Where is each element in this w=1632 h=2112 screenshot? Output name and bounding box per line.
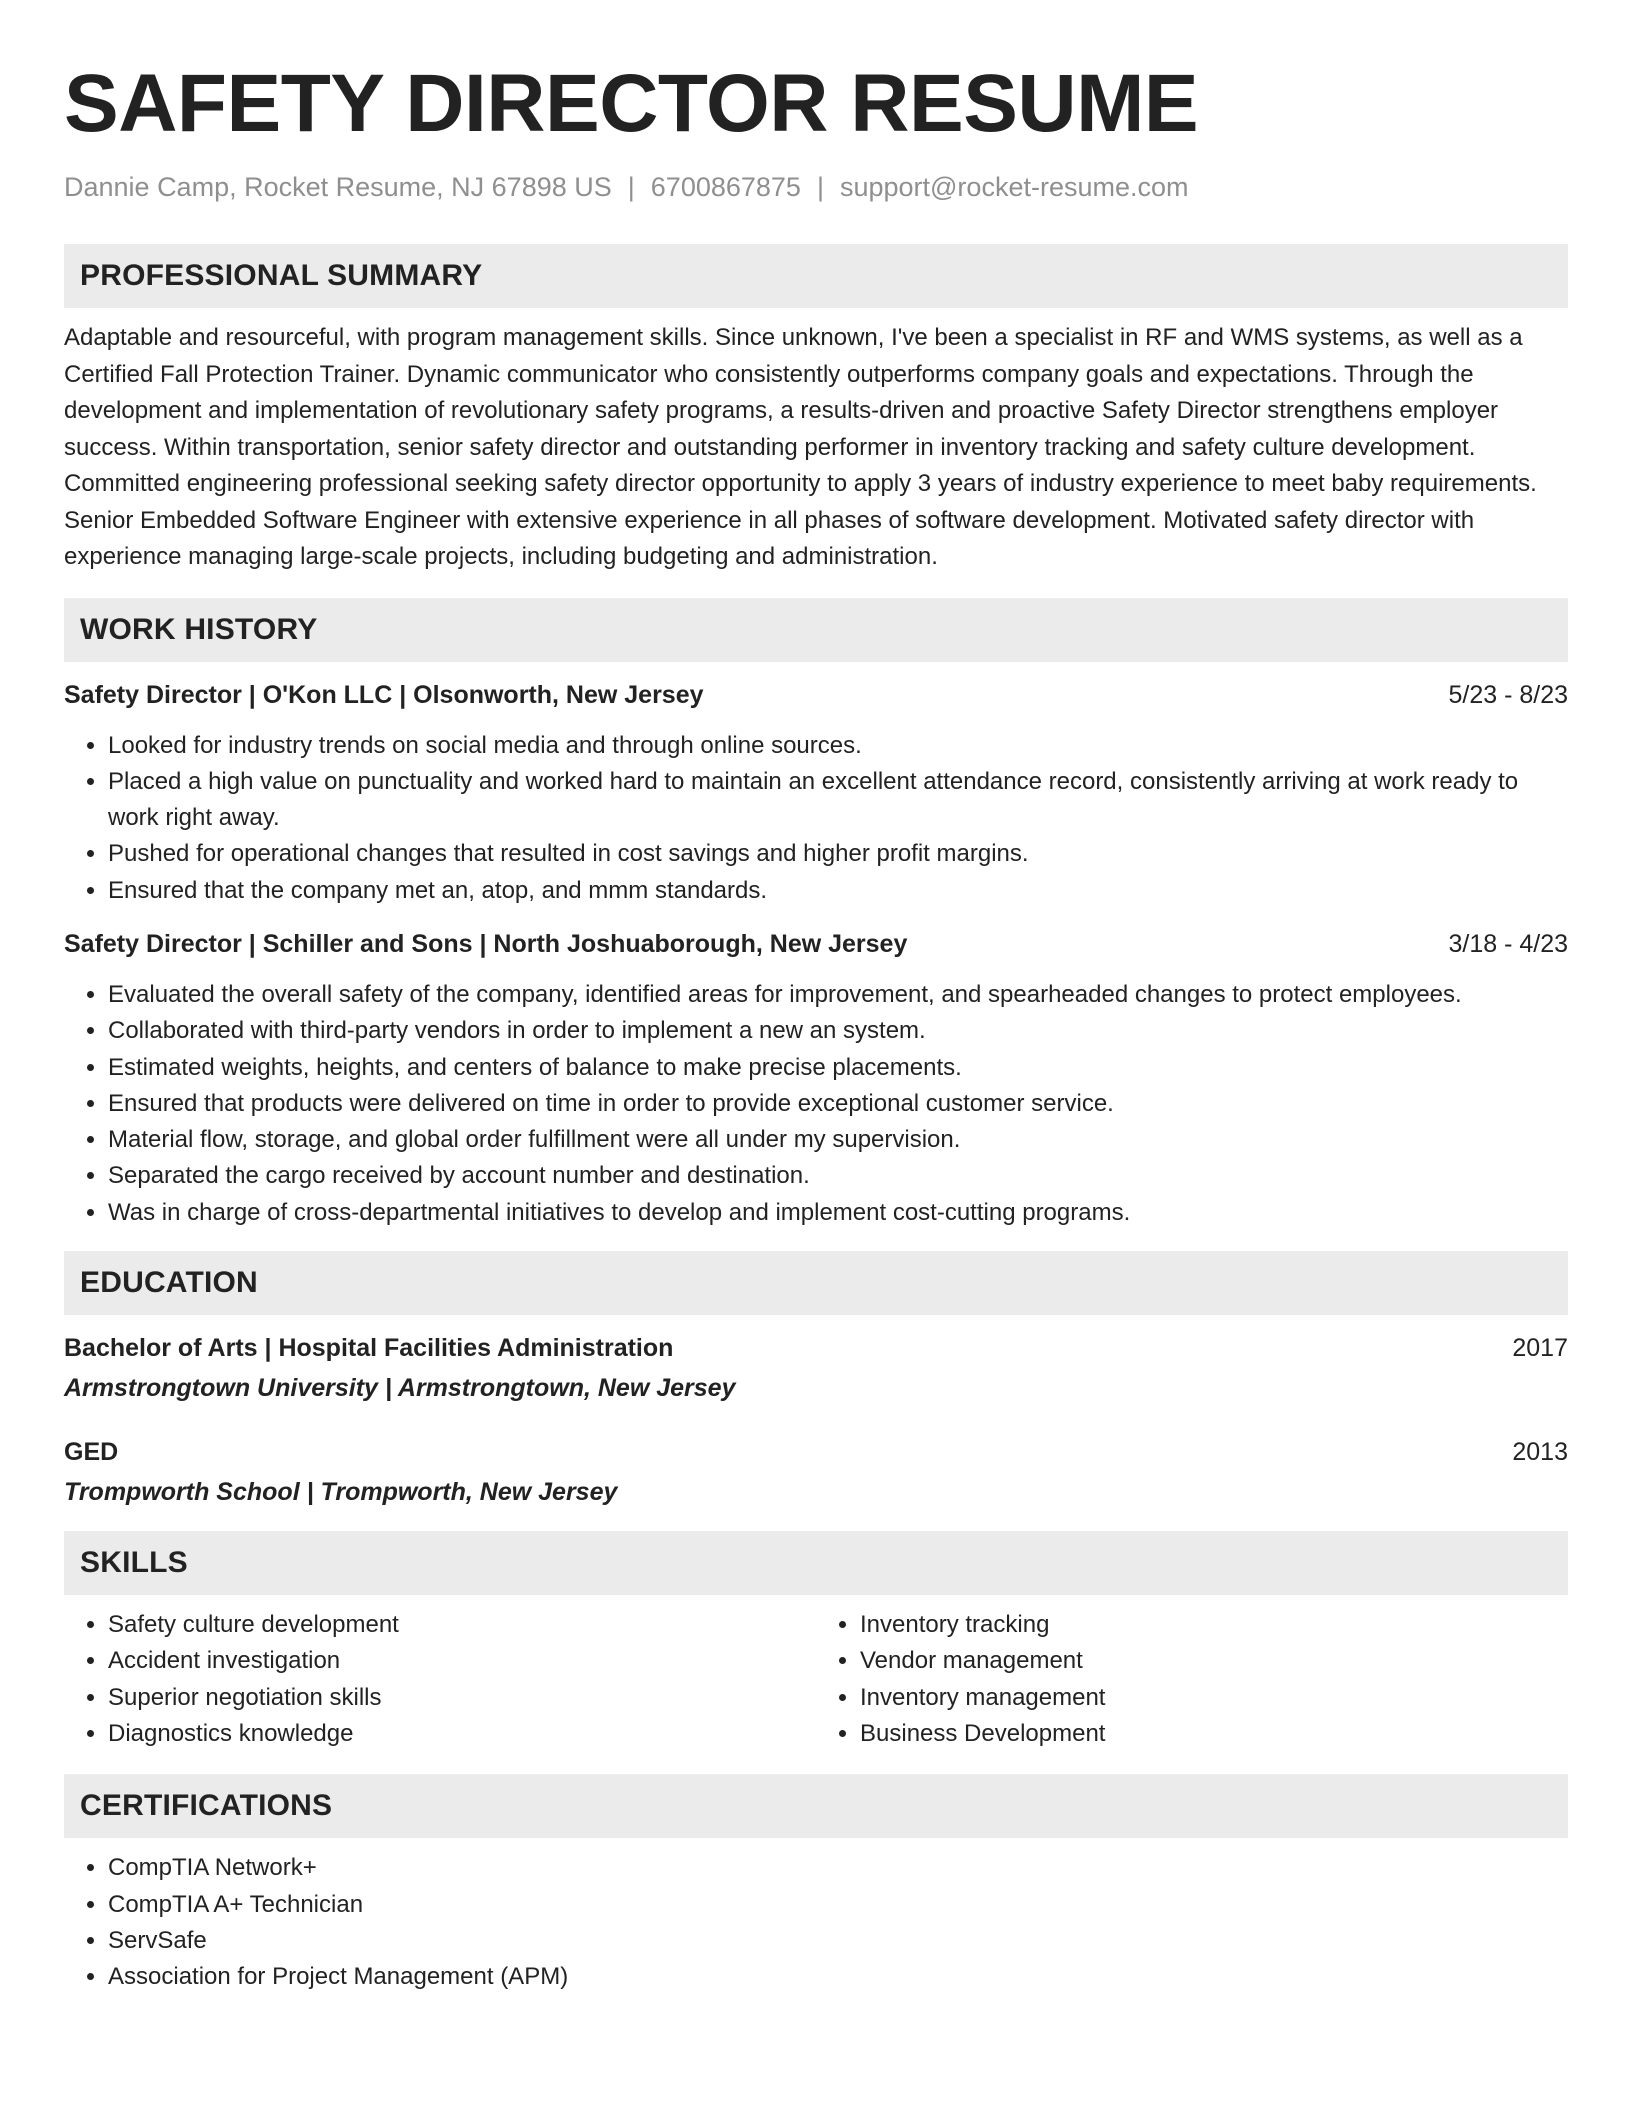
education-entry xyxy=(64,1435,1568,1509)
job-bullet: • Separated the cargo received by account number and destination. xyxy=(108,1158,1568,1194)
job-bullet: • Looked for industry trends on social media and through online sources. xyxy=(108,728,1568,764)
summary-section-header: PROFESSIONAL SUMMARY xyxy=(64,244,1568,308)
skill-item: • Business Development xyxy=(860,1716,1568,1752)
summary-text: Adaptable and resourceful, with program management skills. Since unknown, I've been a specialist in RF and WMS systems, as well as a Certified Fall Protection Trainer. Dynamic communicator who consistently outperforms company goals and expectations. Through the development and implementation of revolutionary safety programs, a results-driven and proactive Safety Director strengthens employer success. Within transportation, senior safety director and outstanding performer in inventory tracking and safety culture development. Committed engineering professional seeking safety director opportunity to apply 3 years of industry experience to meet baby requirements. Senior Embedded Software Engineer with extensive experience in all phases of software development. Motivated safety director with experience managing large-scale projects, including budgeting and administration. xyxy=(64,324,1537,570)
job-bullets xyxy=(64,728,1568,909)
job-bullet: • Collaborated with third-party vendors in order to implement a new an system. xyxy=(108,1013,1568,1049)
skills-columns xyxy=(64,1595,1568,1752)
skills-section-header: SKILLS xyxy=(64,1531,1568,1595)
education-degree: GED xyxy=(64,1438,119,1467)
education-header xyxy=(64,1331,1568,1365)
education-school: Trompworth School | Trompworth, New Jersey xyxy=(64,1478,618,1507)
contact-line xyxy=(64,170,1568,204)
certification-item: • CompTIA A+ Technician xyxy=(108,1887,1568,1923)
job-bullets xyxy=(64,977,1568,1231)
education-entry xyxy=(64,1331,1568,1405)
job-bullet: • Was in charge of cross-departmental initiatives to develop and implement cost-cutting programs. xyxy=(108,1195,1568,1231)
certifications-section-header: CERTIFICATIONS xyxy=(64,1774,1568,1838)
job-bullet: • Pushed for operational changes that resulted in cost savings and higher profit margins. xyxy=(108,836,1568,872)
contact-email: support@rocket-resume.com xyxy=(839,172,1189,202)
skill-item: • Vendor management xyxy=(860,1643,1568,1679)
job-entry xyxy=(64,678,1568,909)
skill-item: • Safety culture development xyxy=(108,1607,816,1643)
job-dates: 5/23 - 8/23 xyxy=(1448,680,1568,709)
skill-item: • Accident investigation xyxy=(108,1643,816,1679)
job-bullet: • Ensured that the company met an, atop, and mmm standards. xyxy=(108,873,1568,909)
education-school: Armstrongtown University | Armstrongtown, New Jersey xyxy=(64,1374,736,1403)
job-header xyxy=(64,678,1568,712)
contact-separator: | xyxy=(627,172,635,202)
job-bullet: • Evaluated the overall safety of the company, identified areas for improvement, and spearheaded changes to protect employees. xyxy=(108,977,1568,1013)
contact-separator: | xyxy=(816,172,824,202)
certifications-list xyxy=(64,1850,1568,1995)
skill-item: • Inventory tracking xyxy=(860,1607,1568,1643)
certification-item: • ServSafe xyxy=(108,1923,1568,1959)
certification-item: • CompTIA Network+ xyxy=(108,1850,1568,1886)
skill-item: • Inventory management xyxy=(860,1680,1568,1716)
contact-phone: 6700867875 xyxy=(650,172,801,202)
education-year: 2017 xyxy=(1512,1334,1568,1363)
job-entry xyxy=(64,927,1568,1231)
job-header xyxy=(64,927,1568,961)
skills-list-right xyxy=(816,1607,1568,1752)
education-year: 2013 xyxy=(1512,1438,1568,1467)
contact-address: Dannie Camp, Rocket Resume, NJ 67898 US xyxy=(64,172,612,202)
education-header xyxy=(64,1435,1568,1469)
resume-title: SAFETY DIRECTOR RESUME xyxy=(64,58,1199,149)
job-bullet: • Placed a high value on punctuality and worked hard to maintain an excellent attendance record, consistently arriving at work ready to work right away. xyxy=(108,764,1568,837)
job-bullet: • Ensured that products were delivered on time in order to provide exceptional customer service. xyxy=(108,1086,1568,1122)
skills-list-left xyxy=(64,1607,816,1752)
work-history-section-header: WORK HISTORY xyxy=(64,598,1568,662)
education-section-header: EDUCATION xyxy=(64,1251,1568,1315)
skill-item: • Superior negotiation skills xyxy=(108,1680,816,1716)
job-title: Safety Director | O'Kon LLC | Olsonworth, New Jersey xyxy=(64,680,704,709)
job-bullet: • Material flow, storage, and global order fulfillment were all under my supervision. xyxy=(108,1122,1568,1158)
certification-item: • Association for Project Management (APM) xyxy=(108,1959,1568,1995)
job-title: Safety Director | Schiller and Sons | North Joshuaborough, New Jersey xyxy=(64,929,908,958)
skill-item: • Diagnostics knowledge xyxy=(108,1716,816,1752)
job-dates: 3/18 - 4/23 xyxy=(1448,929,1568,958)
education-degree: Bachelor of Arts | Hospital Facilities Administration xyxy=(64,1334,674,1363)
job-bullet: • Estimated weights, heights, and centers of balance to make precise placements. xyxy=(108,1050,1568,1086)
